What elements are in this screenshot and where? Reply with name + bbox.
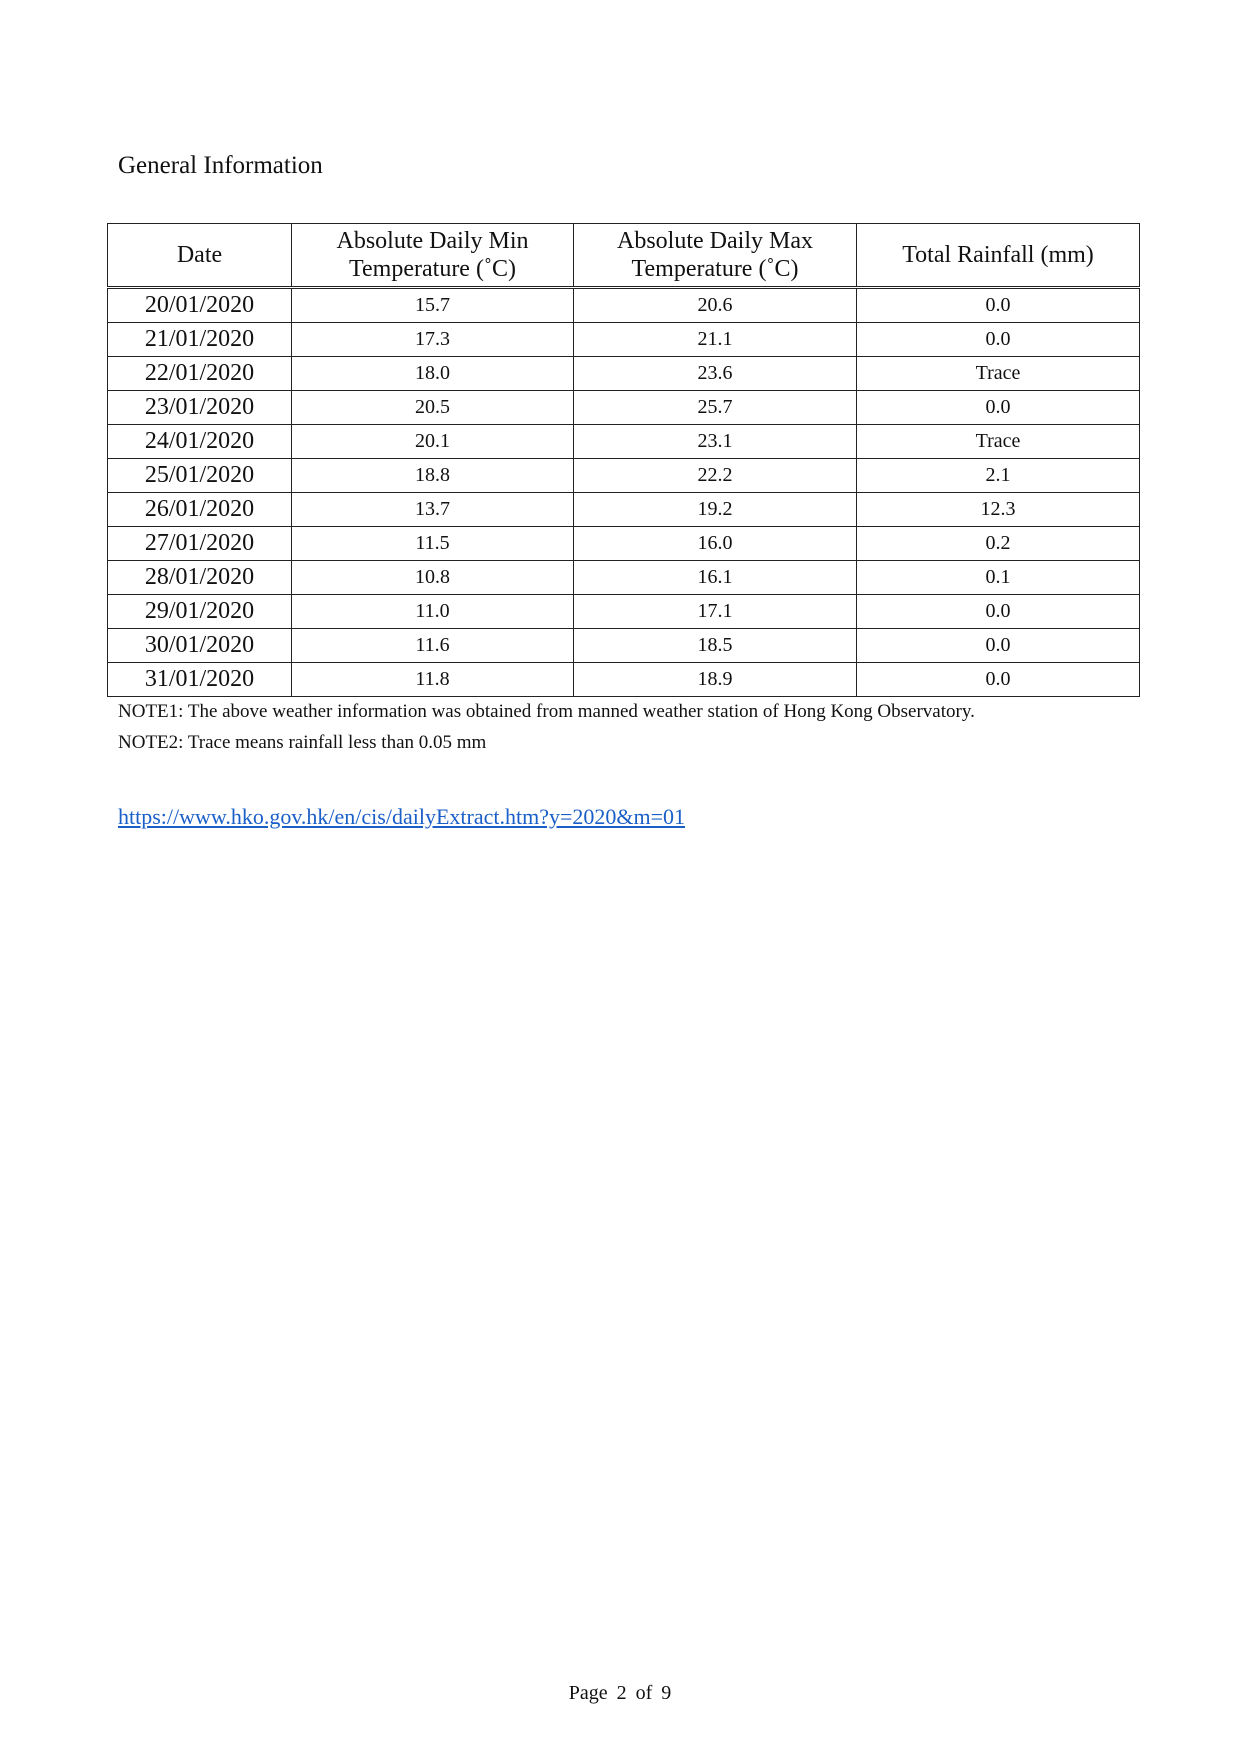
rainfall-cell: 0.0 — [857, 595, 1140, 629]
table-row — [108, 595, 1140, 629]
date-cell: 25/01/2020 — [108, 459, 292, 493]
max-temp-cell: 20.6 — [574, 288, 857, 323]
rainfall-cell: 0.0 — [857, 663, 1140, 697]
date-cell: 21/01/2020 — [108, 323, 292, 357]
min-temp-cell: 13.7 — [292, 493, 574, 527]
table-row — [108, 288, 1140, 323]
table-row — [108, 629, 1140, 663]
max-temp-cell: 22.2 — [574, 459, 857, 493]
date-cell: 24/01/2020 — [108, 425, 292, 459]
min-temp-cell: 10.8 — [292, 561, 574, 595]
date-cell: 27/01/2020 — [108, 527, 292, 561]
date-cell: 30/01/2020 — [108, 629, 292, 663]
max-temp-cell: 25.7 — [574, 391, 857, 425]
header-min-line1: Absolute Daily Min — [336, 228, 529, 254]
date-cell: 20/01/2020 — [108, 288, 292, 323]
min-temp-cell: 11.6 — [292, 629, 574, 663]
rainfall-cell: 0.1 — [857, 561, 1140, 595]
min-temp-cell: 17.3 — [292, 323, 574, 357]
max-temp-cell: 16.1 — [574, 561, 857, 595]
header-max-line1: Absolute Daily Max — [617, 228, 813, 254]
header-total-rainfall: Total Rainfall (mm) — [857, 224, 1140, 288]
max-temp-cell: 16.0 — [574, 527, 857, 561]
min-temp-cell: 11.0 — [292, 595, 574, 629]
note-1: NOTE1: The above weather information was obtained from manned weather station of Hong Kong Observatory. — [118, 701, 975, 722]
rainfall-cell: 0.0 — [857, 391, 1140, 425]
min-temp-cell: 20.1 — [292, 425, 574, 459]
header-max-line2: Temperature (˚C) — [631, 256, 799, 282]
rainfall-cell: 0.0 — [857, 629, 1140, 663]
min-temp-cell: 18.8 — [292, 459, 574, 493]
note-2: NOTE2: Trace means rainfall less than 0.05 mm — [118, 732, 487, 753]
section-title: General Information — [118, 152, 323, 179]
max-temp-cell: 23.1 — [574, 425, 857, 459]
header-min-line2: Temperature (˚C) — [349, 256, 516, 282]
min-temp-cell: 20.5 — [292, 391, 574, 425]
max-temp-cell: 19.2 — [574, 493, 857, 527]
min-temp-cell: 18.0 — [292, 357, 574, 391]
rainfall-cell: 0.0 — [857, 323, 1140, 357]
max-temp-cell: 21.1 — [574, 323, 857, 357]
rainfall-cell: 12.3 — [857, 493, 1140, 527]
table-row — [108, 561, 1140, 595]
header-max-temperature — [574, 224, 857, 288]
table-row — [108, 391, 1140, 425]
date-cell: 23/01/2020 — [108, 391, 292, 425]
max-temp-cell: 18.5 — [574, 629, 857, 663]
rainfall-cell: Trace — [857, 357, 1140, 391]
rainfall-cell: 2.1 — [857, 459, 1140, 493]
date-cell: 26/01/2020 — [108, 493, 292, 527]
table-row — [108, 527, 1140, 561]
table-row — [108, 663, 1140, 697]
header-min-temperature — [292, 224, 574, 288]
table-row — [108, 323, 1140, 357]
max-temp-cell: 17.1 — [574, 595, 857, 629]
table-header-row — [108, 224, 1140, 288]
header-date: Date — [108, 224, 292, 288]
date-cell: 29/01/2020 — [108, 595, 292, 629]
date-cell: 31/01/2020 — [108, 663, 292, 697]
rainfall-cell: 0.2 — [857, 527, 1140, 561]
table-row — [108, 357, 1140, 391]
min-temp-cell: 11.5 — [292, 527, 574, 561]
max-temp-cell: 23.6 — [574, 357, 857, 391]
rainfall-cell: Trace — [857, 425, 1140, 459]
table-row — [108, 425, 1140, 459]
min-temp-cell: 11.8 — [292, 663, 574, 697]
table-row — [108, 459, 1140, 493]
page-number: Page 2 of 9 — [568, 1682, 672, 1704]
date-cell: 28/01/2020 — [108, 561, 292, 595]
max-temp-cell: 18.9 — [574, 663, 857, 697]
source-link[interactable]: https://www.hko.gov.hk/en/cis/dailyExtract.htm?y=2020&m=01 — [118, 804, 686, 829]
rainfall-cell: 0.0 — [857, 288, 1140, 323]
min-temp-cell: 15.7 — [292, 288, 574, 323]
weather-table — [107, 223, 1140, 697]
date-cell: 22/01/2020 — [108, 357, 292, 391]
table-row — [108, 493, 1140, 527]
